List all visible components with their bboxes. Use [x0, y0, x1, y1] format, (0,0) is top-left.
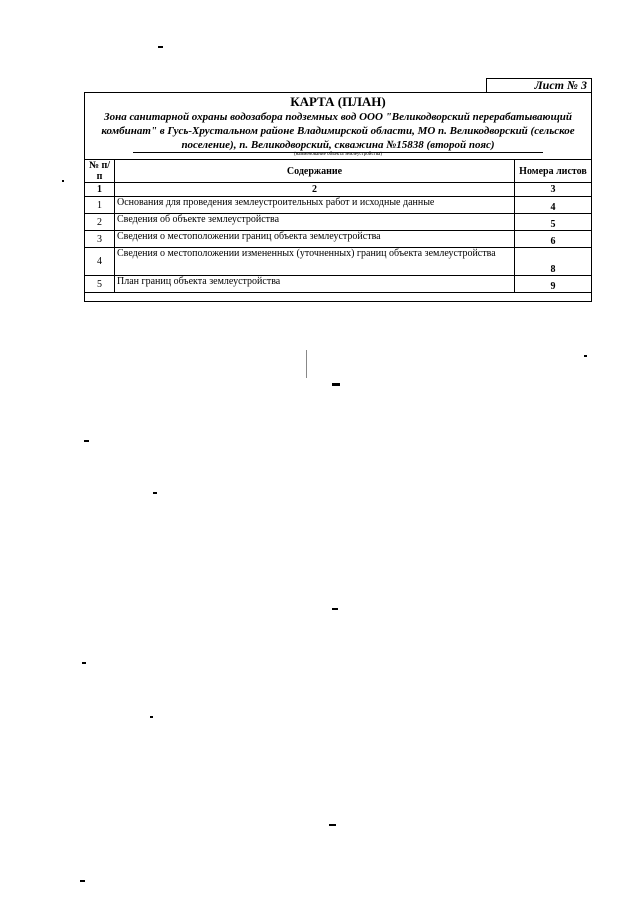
document-title: КАРТА (ПЛАН) — [290, 94, 386, 109]
table-row — [85, 214, 592, 231]
table-index-row — [85, 183, 592, 197]
sheet-number-label: Лист № 3 — [486, 78, 592, 92]
index-cell: 3 — [515, 183, 592, 197]
row-sheets: 9 — [515, 276, 592, 293]
row-num: 2 — [85, 214, 115, 231]
document-subtitle: Зона санитарной охраны водозабора подземных вод ООО "Великодворский перерабатывающий комбинат" в Гусь-Хрустальном районе Владимирской области, МО п. Великодворский (сельское поселение), п. Великодворский, скважина №15838 (второй пояс) — [101, 111, 575, 151]
scan-speck — [80, 880, 85, 882]
row-sheets: 4 — [515, 197, 592, 214]
scan-speck — [332, 608, 338, 610]
scan-speck — [306, 350, 307, 378]
index-cell: 2 — [115, 183, 515, 197]
row-num: 4 — [85, 248, 115, 276]
table-row — [85, 231, 592, 248]
row-sheets: 6 — [515, 231, 592, 248]
scan-speck — [158, 46, 163, 48]
scan-speck — [584, 355, 587, 357]
row-sheets: 8 — [515, 248, 592, 276]
table-row — [85, 248, 592, 276]
scan-speck — [62, 180, 64, 182]
row-num: 3 — [85, 231, 115, 248]
contents-table — [84, 159, 592, 293]
header-num: № п/п — [85, 160, 115, 183]
scan-speck — [82, 662, 86, 664]
scan-speck — [329, 824, 336, 826]
row-content: Сведения о местоположении измененных (уточненных) границ объекта землеустройства — [115, 248, 515, 276]
table-row — [85, 197, 592, 214]
scan-speck — [153, 492, 157, 494]
row-num: 1 — [85, 197, 115, 214]
row-content: Сведения об объекте землеустройства — [115, 214, 515, 231]
header-sheets: Номера листов — [515, 160, 592, 183]
header-content: Содержание — [115, 160, 515, 183]
name-caption: (наименование объекта землеустройства) — [293, 152, 383, 157]
row-num: 5 — [85, 276, 115, 293]
row-content: Сведения о местоположении границ объекта землеустройства — [115, 231, 515, 248]
table-row — [85, 276, 592, 293]
scan-speck — [332, 383, 340, 386]
scan-speck — [84, 440, 89, 442]
document-frame — [84, 92, 592, 302]
row-content: Основания для проведения землеустроительных работ и исходные данные — [115, 197, 515, 214]
row-sheets: 5 — [515, 214, 592, 231]
index-cell: 1 — [85, 183, 115, 197]
scan-speck — [150, 716, 153, 718]
row-content: План границ объекта землеустройства — [115, 276, 515, 293]
table-header-row — [85, 160, 592, 183]
